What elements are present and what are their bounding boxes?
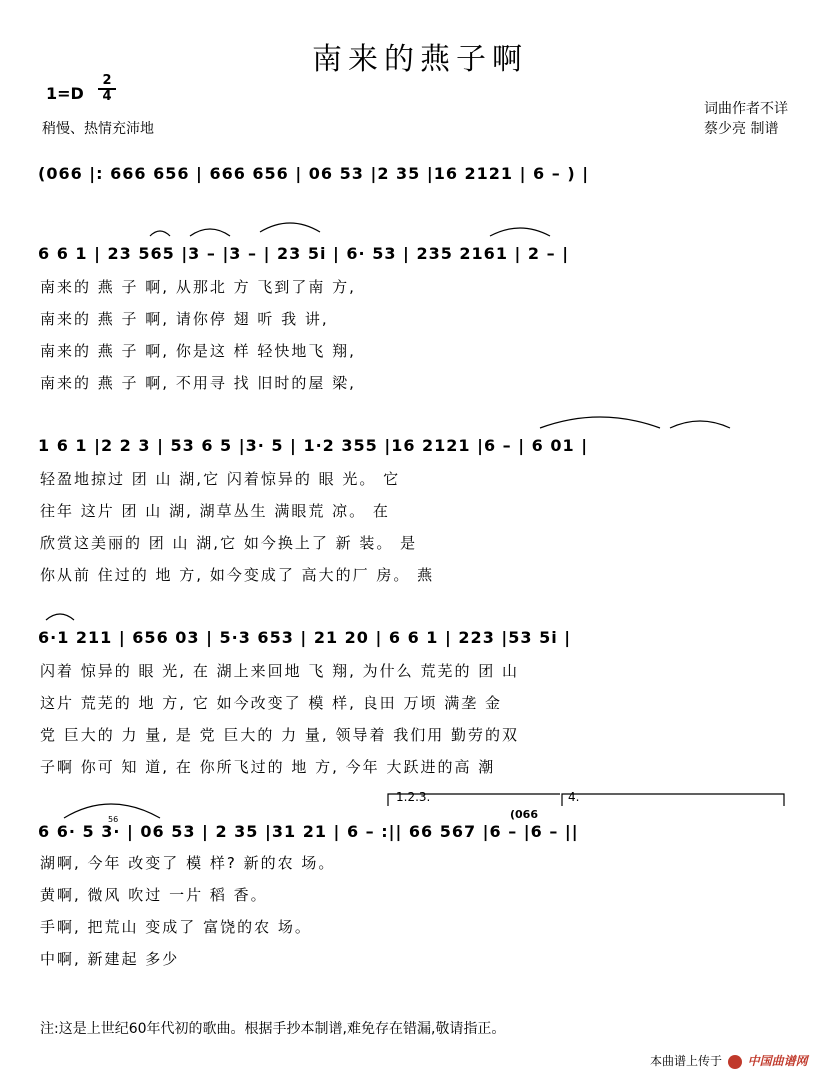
slur-mark bbox=[490, 228, 550, 236]
system-2-lyric-4: 你从前 住过的 地 方, 如今变成了 高大的厂 房。 燕 bbox=[40, 566, 435, 584]
slur-mark bbox=[150, 231, 170, 236]
slur-mark bbox=[46, 614, 74, 620]
system-4-lyric-2: 黄啊, 微风 吹过 一片 稻 香。 bbox=[40, 886, 268, 904]
footer bbox=[650, 1052, 808, 1069]
system-3-notes: 6·1 211 | 656 03 | 5·3 653 | 21 20 | 6 6 1 | 223 |53 5i | bbox=[38, 628, 572, 647]
composer-credit: 词曲作者不详 bbox=[704, 101, 788, 117]
footer-prefix: 本曲谱上传于 bbox=[650, 1054, 723, 1068]
slur-mark bbox=[260, 223, 320, 232]
system-4-lyric-3: 手啊, 把荒山 变成了 富饶的农 场。 bbox=[40, 918, 312, 936]
system-1-lyric-4: 南来的 燕 子 啊, 不用寻 找 旧时的屋 梁, bbox=[40, 374, 356, 392]
system-2-lyric-3: 欣赏这美丽的 团 山 湖,它 如今换上了 新 装。 是 bbox=[40, 534, 418, 552]
song-title: 南来的燕子啊 bbox=[312, 42, 528, 77]
key-signature: 1=D bbox=[46, 84, 84, 103]
intro-notes: (066 |: 666 656 | 666 656 | 06 53 |2 35 |16 2121 | 6 – ) | bbox=[38, 164, 590, 183]
footnote: 注:这是上世纪60年代初的歌曲。根据手抄本制谱,难免存在错漏,敬请指正。 bbox=[40, 1021, 506, 1037]
system-3-lyric-3: 党 巨大的 力 量, 是 党 巨大的 力 量, 领导着 我们用 勤劳的双 bbox=[40, 726, 519, 744]
time-signature: 2 4 bbox=[98, 74, 116, 104]
system-3-lyric-2: 这片 荒芜的 地 方, 它 如今改变了 模 样, 良田 万顷 满垄 金 bbox=[40, 694, 502, 712]
slur-mark bbox=[670, 421, 730, 428]
volta-2-label: 4. bbox=[568, 790, 580, 804]
tempo-marking: 稍慢、热情充沛地 bbox=[42, 121, 154, 137]
system-4-lyric-4: 中啊, 新建起 多少 bbox=[40, 950, 180, 968]
system-4-lyric-1: 湖啊, 今年 改变了 模 样? 新的农 场。 bbox=[40, 854, 336, 872]
system-3-lyric-4: 子啊 你可 知 道, 在 你所飞过的 地 方, 今年 大跃进的高 潮 bbox=[40, 758, 496, 776]
system-2-lyric-2: 往年 这片 团 山 湖, 湖草丛生 满眼荒 凉。 在 bbox=[40, 502, 390, 520]
system-1-notes: 6 6 1 | 23 565 |3 – |3 – | 23 5i | 6· 53 | 235 2161 | 2 – | bbox=[38, 244, 570, 263]
system-1-lyric-3: 南来的 燕 子 啊, 你是这 样 轻快地飞 翔, bbox=[40, 342, 356, 360]
grace-small-notes: 56 bbox=[108, 815, 119, 824]
volta-1-label: 1.2.3. bbox=[396, 790, 431, 804]
system-4-notes: 6 6· 5 3· | 06 53 | 2 35 |31 21 | 6 – :|| 66 567 |6 – |6 – || bbox=[38, 822, 579, 841]
slur-mark bbox=[190, 229, 230, 236]
system-2-notes: 1 6 1 |2 2 3 | 53 6 5 |3· 5 | 1·2 355 |16 2121 |6 – | 6 01 | bbox=[38, 436, 589, 455]
system-1-lyric-1: 南来的 燕 子 啊, 从那北 方 飞到了南 方, bbox=[40, 278, 356, 296]
volta-2-bracket bbox=[562, 794, 784, 806]
system-2-lyric-1: 轻盈地掠过 团 山 湖,它 闪着惊异的 眼 光。 它 bbox=[40, 470, 401, 488]
system-1-lyric-2: 南来的 燕 子 啊, 请你停 翅 听 我 讲, bbox=[40, 310, 329, 328]
grace-notes: (066 bbox=[510, 808, 538, 821]
system-3-lyric-1: 闪着 惊异的 眼 光, 在 湖上来回地 飞 翔, 为什么 荒芜的 团 山 bbox=[40, 662, 519, 680]
arranger-credit: 蔡少亮 制谱 bbox=[704, 121, 779, 137]
site-logo-icon bbox=[728, 1055, 742, 1069]
slur-mark bbox=[540, 417, 660, 428]
footer-site-name[interactable]: 中国曲谱网 bbox=[747, 1054, 808, 1068]
